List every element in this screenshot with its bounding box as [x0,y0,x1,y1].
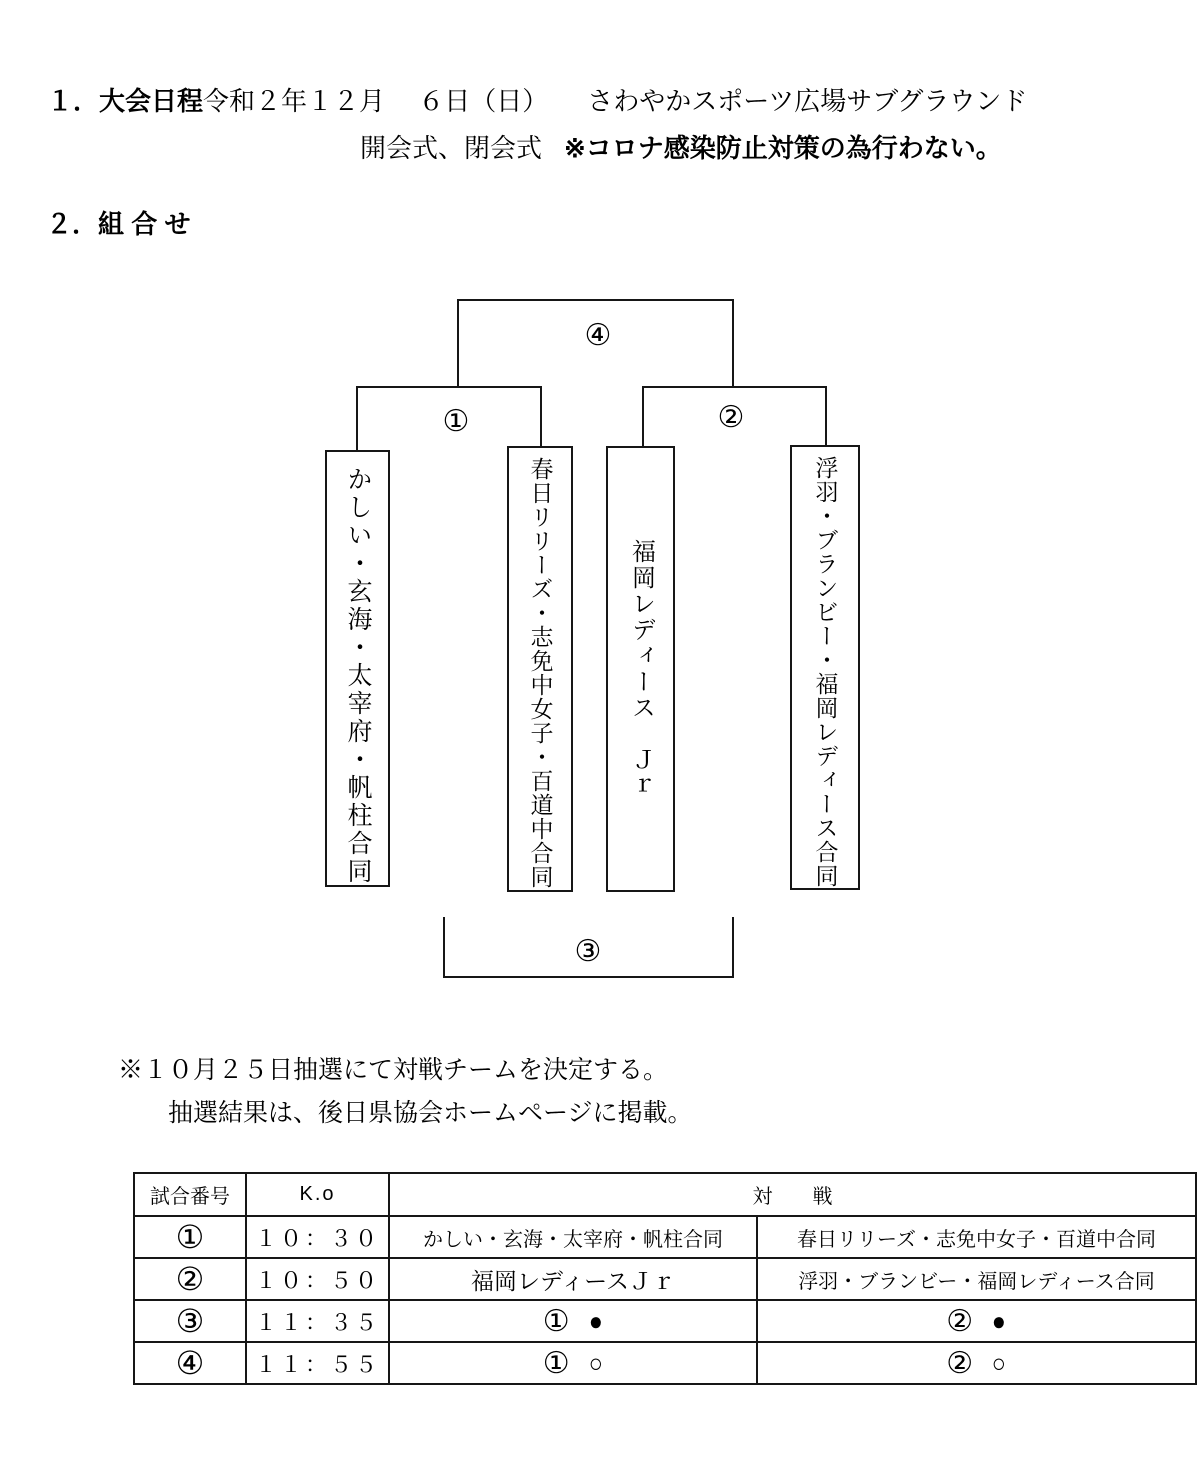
team-name: かしい・玄海・太宰府・帆柱合同 [344,466,371,886]
team-box-ukiha [790,445,860,890]
match-row-4 [134,1342,1196,1384]
matchup-left-team: 福岡レディースＪｒ [389,1258,757,1300]
ceremony-text: 開会式、閉会式 [360,133,543,163]
team-box-kashii [325,450,390,887]
matchup-left-slot [389,1342,757,1384]
team-name: 春日リリーズ・志免中女子・百道中合同 [527,457,553,889]
bracket-semi2-line [642,386,827,388]
header-kickoff: K.o [246,1173,389,1216]
lottery-note-line2: 抽選結果は、後日県協会ホームページに掲載。 [168,1099,693,1127]
match-number: ① [134,1216,246,1258]
matchup-left-team: かしい・玄海・太宰府・帆柱合同 [389,1216,757,1258]
match-row-2 [134,1258,1196,1300]
kickoff-time: １０：３０ [246,1216,389,1258]
section2-heading: ２．組 合 せ [46,209,191,239]
matchup-right-slot [757,1300,1196,1342]
bracket-team1-stem [356,386,358,452]
match-number: ③ [134,1300,246,1342]
bracket-final-top-line [458,299,734,301]
bracket-final-right-stem [732,299,734,388]
match1-label: ① [442,404,470,439]
kickoff-time: １１：５５ [246,1342,389,1384]
team-box-kasuga [507,446,573,892]
loser-mark-icon: ● [991,1306,1007,1336]
winner-mark-icon: ○ [588,1348,603,1378]
bracket-team2-stem [540,386,542,448]
team-name: 浮羽・ブランビー・福岡レディース合同 [812,456,838,888]
match-row-1 [134,1216,1196,1258]
match4-label: ④ [584,318,612,353]
loser-mark-icon: ● [588,1306,603,1336]
bracket-team3-stem [642,386,644,448]
match-number: ② [134,1258,246,1300]
matchup-left-slot [389,1300,757,1342]
bracket-team4-stem [825,386,827,447]
source-match-ref: ① [542,1346,570,1380]
bracket-final-left-stem [457,299,459,388]
matchup-right-slot [757,1342,1196,1384]
kickoff-time: １０：５０ [246,1258,389,1300]
section1-date-venue-text: 令和２年１２月 ６日（日） さわやかスポーツ広場サブグラウンド [203,86,1028,116]
kickoff-time: １１：３５ [246,1300,389,1342]
team-box-fukuoka-ladies-jr [606,446,675,892]
table-header-row [134,1173,1196,1216]
section1-subline [360,135,1002,161]
bracket-third-left-stem [443,917,445,978]
match3-label: ③ [574,934,602,969]
bracket-third-right-stem [732,917,734,978]
matchup-right-team: 浮羽・ブランビー・福岡レディース合同 [757,1258,1196,1300]
matchup-right-team: 春日リリーズ・志免中女子・百道中合同 [757,1216,1196,1258]
match2-label: ② [717,400,745,435]
section1-heading [47,88,1027,114]
match-number: ④ [134,1342,246,1384]
header-matchup: 対 戦 [389,1173,1196,1216]
header-match-number: 試合番号 [134,1173,246,1216]
bracket-third-bottom-line [443,976,734,978]
winner-mark-icon: ○ [991,1348,1007,1378]
section1-number-title: １．大会日程 [47,86,204,116]
team-name: 福岡レディース Ｊｒ [627,539,654,799]
covid-note-text: ※コロナ感染防止対策の為行わない。 [564,133,1002,163]
match-schedule-table [133,1172,1197,1385]
source-match-ref: ① [542,1304,570,1338]
source-match-ref: ② [946,1304,974,1338]
lottery-note-line1: ※１０月２５日抽選にて対戦チームを決定する。 [118,1056,669,1084]
source-match-ref: ② [946,1346,974,1380]
match-row-3 [134,1300,1196,1342]
bracket-semi1-line [356,386,542,388]
